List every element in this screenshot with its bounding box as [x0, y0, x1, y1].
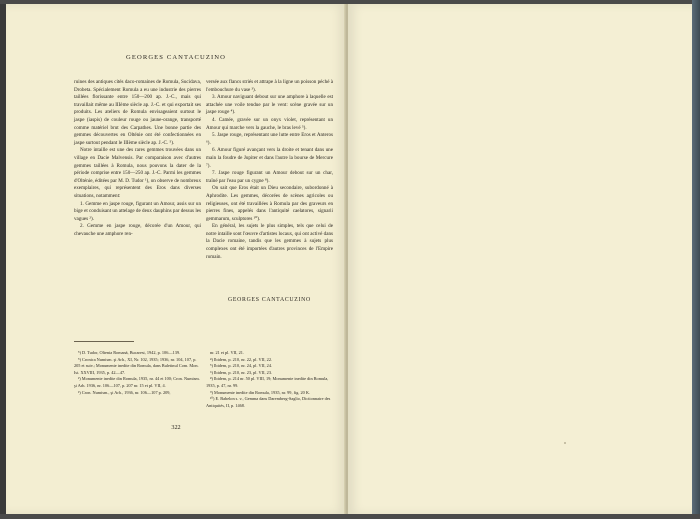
paragraph: 5. Jaspe rouge, représentant une lutte entre Eros et Anteros ⁶).	[206, 132, 333, 146]
paragraph: versée aux flancs striés et attrape à la ligne un poisson péché à l'embouchure du vase ³).	[206, 79, 334, 93]
scan-bottom-edge	[0, 514, 700, 519]
running-head: GEORGES CANTACUZINO	[125, 54, 227, 61]
footnote: ²) Monumente inedite din Romula, 1935, nr. 44 et 100; Cron. Numism. şi Arh. 1936, nr. 106—107, p. 207 nr. 15 et pl. VII, 4.	[74, 376, 200, 388]
paragraph: 3. Amour naviguant debout sur une amphore à laquelle est attachée une voile tendue par le vent: scène gravée sur un jaspe rouge ⁴).	[206, 94, 333, 116]
paragraph: 6. Amour figuré avançant vers la droite et tenant dans une main la foudre de Jupiter et dans l'autre la bourse de Mercure ⁷).	[206, 147, 333, 169]
paragraph: ruines des antiques cités daco-romaines de Romula, Sucidava, Drobeta. Spécialement Romula a eu une industrie des pierres taillées florissante entre 150—200 ap. J.-C., mais qui travaillait même au IIIème siècle ap. J.-C. et qui exportait ses produits. Les ateliers de Romula envisageaient surtout le jaspe (iaspis) de couleur rouge ou jaune-orange, transporté comme matériel brut des Carpathes. Une bonne partie des gemmes découvertes en Olténie ont été confectionnées en jaspe surtout pendant le IIIème siècle ap. J.-C. ⁵).	[74, 79, 201, 146]
paragraph: Notre intaille est une des rares gemmes trouvées dans un village en Dacie Malvensis. Par comparaison avec d'autres gemmes taillées à Romula, nous pouvons la dater de la période comprise entre 150—250 ap. J.-C. Parmi les gemmes d'Olténie, éditées par M. D. Tudor ¹), on observe de nombreux exemplaires, qui représentent des Eros dans diverses situations, notamment:	[74, 147, 201, 199]
paragraph: On sait que Eros était un Dieu secondaire, subordonné à Aphrodite. Les gemmes, décorées de scènes agricoles ou religieuses, ont été travaillées à Romula par des graveurs en pierres fines, appelés dans l'antiquité caelatores, signarii gemmarum, sculptores ¹⁰).	[206, 185, 333, 222]
footnotes-left	[74, 350, 201, 396]
footnote: ⁶) Ibidem, p. 210, nr. 23, pl. VII, 23.	[210, 369, 273, 375]
paragraph: 4. Camée, gravée sur un onyx violet, représentant un Amour qui marche vers la gauche, le bras levé ⁵).	[206, 116, 333, 131]
footnote: ⁸) Ibidem, p. 214 nr. 50 pl. VIII, 19; Monumente inedite din Romula, 1935, p. 47, nr. 99.	[206, 376, 329, 388]
footnotes-right	[206, 350, 333, 409]
right-page-blank	[348, 4, 694, 514]
footnote: ¹⁰) E. Babelon s. v., Gemma dans Daremberg-Saglio, Dictionnaire des Antiquités, II, p. 1468.	[206, 396, 331, 408]
paragraph: 7. Jaspe rouge figurant un Amour debout sur un char, traîné par l'eau par un cygne ⁸).	[206, 170, 333, 184]
book-cover-edge	[692, 0, 700, 519]
paragraph: 2. Gemme en jaspe rouge, décorée d'un Amour, qui chevauche une amphore ren-	[74, 223, 201, 237]
page-number: 322	[171, 424, 181, 431]
paragraph: En général, les sujets le plus simples, tels que celui de notre intaille sont l'œuvre d'artistes locaux, qui ont activé dans la Dacie romaine, tandis que les gemmes à sujets plus complexes ont été importées d'autres provinces de l'Empire romain.	[206, 223, 333, 260]
footnote-rule	[74, 341, 134, 342]
paragraph: 1. Gemme en jaspe rouge, figurant un Amour, assis sur un bige et conduisant un attelage de deux dauphins par dessus les vagues ²).	[74, 200, 201, 222]
footnote: ⁹) Monumente inedite din Romula, 1935, nr. 99, fig. 20 K.	[210, 389, 311, 395]
footnote: nr. 21 et pl. VII, 21.	[210, 350, 244, 355]
footnote: ⁵) Ibidem, p. 210, nr. 24, pl. VII, 24.	[210, 363, 273, 369]
author-signature: GEORGES CANTACUZINO	[228, 297, 311, 303]
text-column-left	[74, 79, 201, 238]
footnote: ⁵) Cronica Numism. şi Arh., XI, Nr. 102, 1935; 1936, nr. 104, 107, p. 205 et suiv.; Monumente inedite din Romula, dans Buletinul Com. Mon. Ist. XXVIII, 1935, p. 42—47.	[74, 356, 199, 375]
footnote: ³) Cron. Numism., şi Arh., 1936, nr. 106—107 p. 209,	[78, 389, 171, 395]
footnote: ⁴) Ibidem, p. 210, nr. 22, pl. VII, 22.	[210, 356, 273, 362]
paper-speck	[564, 442, 566, 444]
text-column-right	[206, 79, 333, 261]
footnote: ⁵) D. Tudor, Oltenia Romană, Bucarest, 1942, p. 106—139.	[78, 350, 181, 355]
